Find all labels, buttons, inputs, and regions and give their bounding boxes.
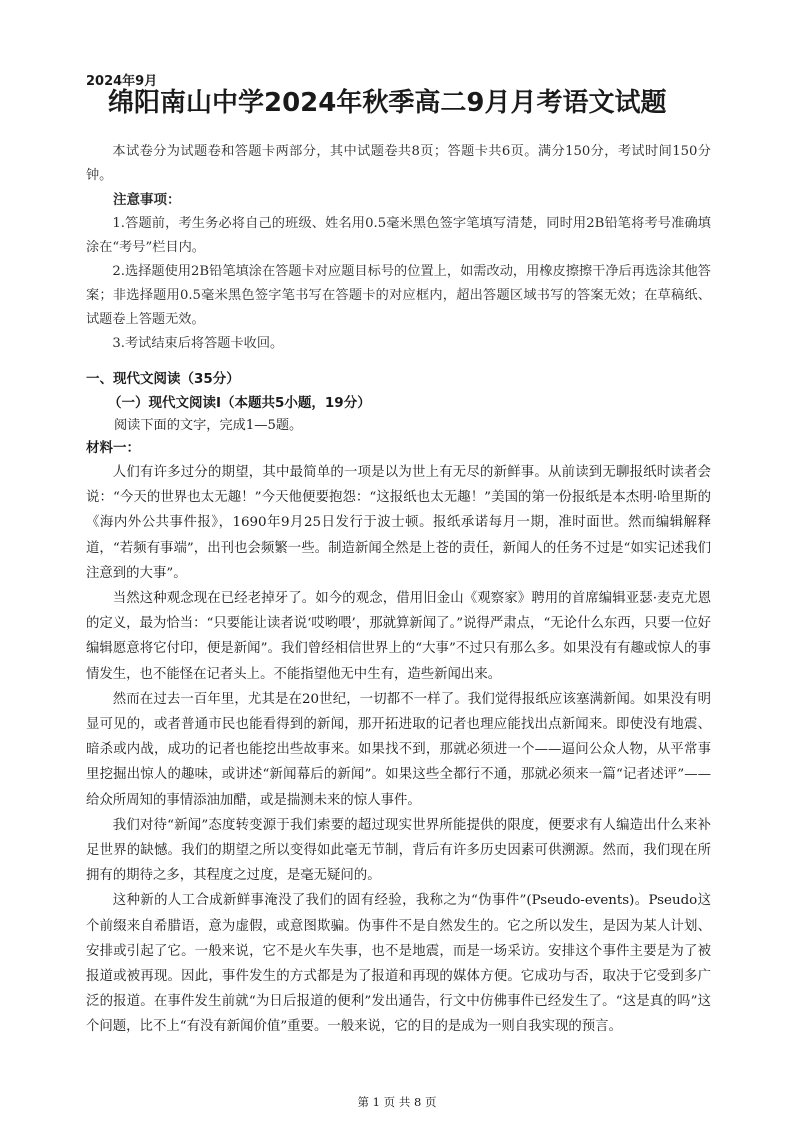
note-item-1: 1.答题前，考生务必将自己的班级、姓名用0.5毫米黑色签字笔填写清楚，同时用2B铅笔将考号准确填涂在“考号”栏目内。: [86, 216, 711, 255]
exam-instructions: [86, 140, 711, 356]
material-label: 材料一：: [86, 440, 140, 456]
reading-passage: [86, 460, 711, 1040]
intro-text: 本试卷分为试题卷和答题卡两部分，其中试题卷共8页；答题卡共6页。满分150分，考试时间150分钟。: [86, 144, 711, 183]
passage-paragraph-5: 这种新的人工合成新鲜事淹没了我们的固有经验，我称之为“伪事件”(Pseudo-events)。Pseudo这个前缀来自希腊语，意为虚假，或意图欺骗。伪事件不是自然发生的。它之所以发生，是因为某人计划、安排或引起了它。一般来说，它不是火车失事，也不是地震，而是一场采访。安排这个事件主要是为了被报道或被再现。因此，事件发生的方式都是为了报道和再现的媒体方便。它成功与否，取决于它受到多广泛的报道。在事件发生前就“为日后报道的便利”发出通告，行文中仿佛事件已经发生了。“这是真的吗”这个问题，比不上“有没有新闻价值”重要。一般来说，它的目的是成为一则自我实现的预言。: [86, 893, 711, 1035]
page-footer: 第 1 页 共 8 页: [357, 1095, 437, 1109]
section-subheading: （一）现代文阅读Ⅰ（本题共5小题，19分）: [108, 395, 371, 411]
note-item-3: 3.考试结束后将答题卡收回。: [112, 336, 284, 351]
exam-date: 2024年9月: [86, 74, 158, 89]
passage-paragraph-2: 当然这种观念现在已经老掉牙了。如今的观念，借用旧金山《观察家》聘用的首席编辑亚瑟·麦克尤恩的定义，最为恰当：“只要能让读者说‘哎哟喂’，那就算新闻了。”说得严肃点，“无论什么东西，只要一位好编辑愿意将它付印，便是新闻”。我们曾经相信世界上的“大事”不过只有那么多。如果没有有趣或惊人的事情发生，也不能怪在记者头上。不能指望他无中生有，造些新闻出来。: [86, 591, 711, 682]
note-item-2: 2.选择题使用2B铅笔填涂在答题卡对应题目标号的位置上，如需改动，用橡皮擦擦干净后再选涂其他答案；非选择题用0.5毫米黑色签字笔书写在答题卡的对应框内，超出答题区域书写的答案无效；在草稿纸、试题卷上答题无效。: [86, 264, 711, 327]
passage-paragraph-3: 然而在过去一百年里，尤其是在20世纪，一切都不一样了。我们觉得报纸应该塞满新闻。如果没有明显可见的，或者普通市民也能看得到的新闻，那开拓进取的记者也理应能找出点新闻来。即使没有地震、暗杀或内战，成功的记者也能挖出些故事来。如果找不到，那就必须进一个——逼问公众人物，从平常事里挖掘出惊人的趣味，或讲述“新闻幕后的新闻”。如果这些全都行不通，那就必须来一篇“记者述评”——给众所周知的事情添油加醋，或是揣测未来的惊人事件。: [86, 691, 711, 808]
exam-title: 绵阳南山中学2024年秋季高二9月月考语文试题: [108, 88, 667, 118]
reading-instruction: 阅读下面的文字，完成1—5题。: [114, 418, 303, 433]
section-heading: 一、现代文阅读（35分）: [86, 371, 240, 387]
notes-heading: 注意事项：: [113, 192, 181, 208]
passage-paragraph-4: 我们对待“新闻”态度转变源于我们索要的超过现实世界所能提供的限度，便要求有人编造出什么来补足世界的缺憾。我们的期望之所以变得如此毫无节制，背后有许多历史因素可供溯源。然而，我们现在所拥有的期待之多，其程度之过度，是毫无疑问的。: [86, 817, 711, 884]
passage-paragraph-1: 人们有许多过分的期望，其中最简单的一项是以为世上有无尽的新鲜事。从前读到无聊报纸时读者会说：“今天的世界也太无趣！”今天他便要抱怨：“这报纸也太无趣！”美国的第一份报纸是本杰明·哈里斯的《海内外公共事件报》，1690年9月25日发行于波士顿。报纸承诺每月一期，准时面世。然而编辑解释道，“若频有事端”，出刊也会频繁一些。制造新闻全然是上苍的责任，新闻人的任务不过是“如实记述我们注意到的大事”。: [86, 465, 711, 581]
